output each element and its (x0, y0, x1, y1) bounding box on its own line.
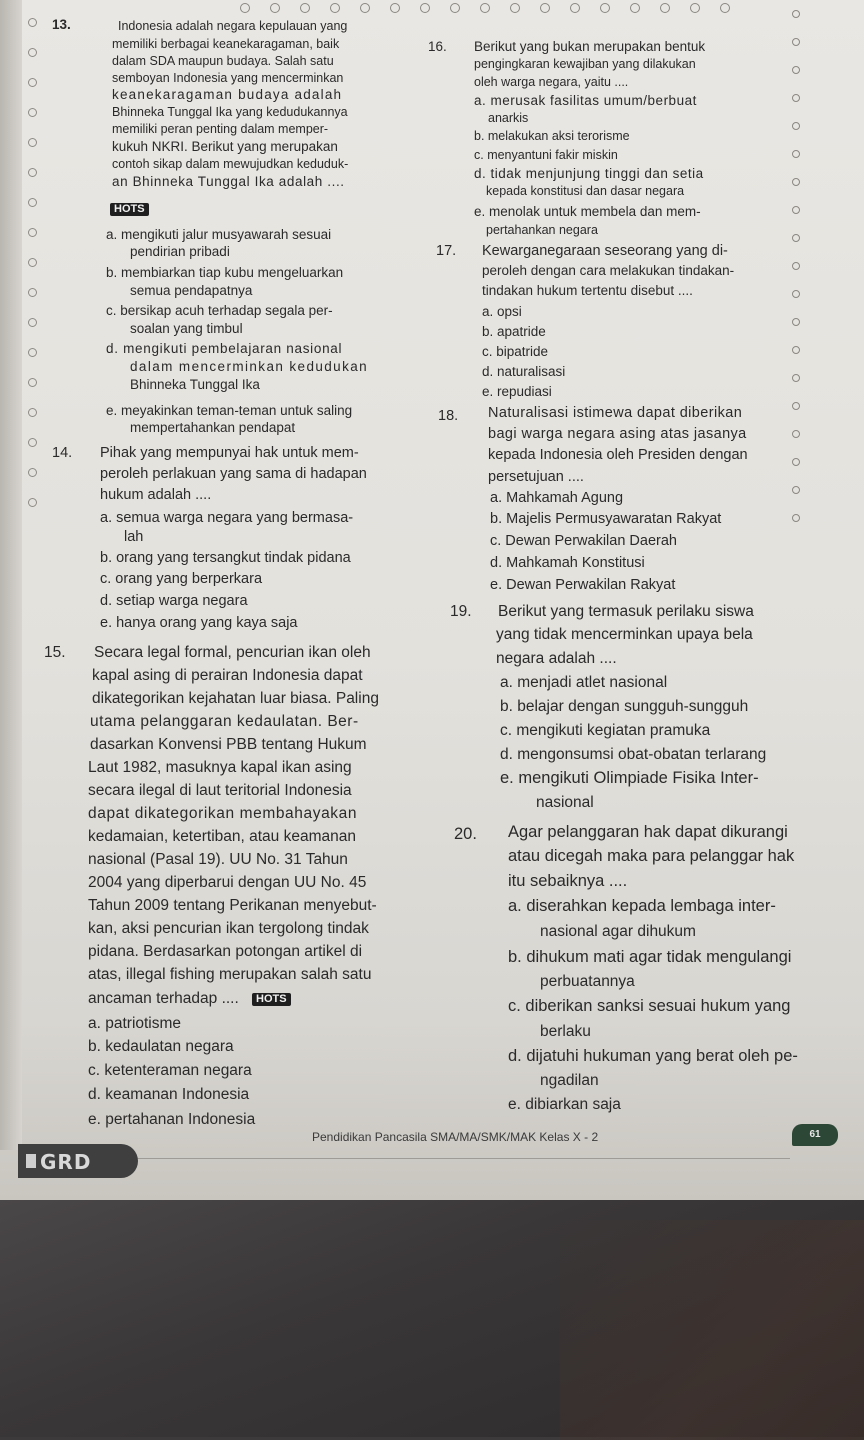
q18-line: persetujuan .... (488, 469, 584, 485)
q17-option-c: c. bipatride (482, 344, 549, 359)
q16-option-a: a. merusak fasilitas umum/berbuat (474, 93, 697, 108)
background-shadow (560, 1220, 864, 1440)
q16-option-d: d. tidak menjunjung tinggi dan setia (474, 166, 704, 181)
q20-option-d: ngadilan (540, 1072, 599, 1089)
q13-line: keanekaragaman budaya adalah (112, 87, 343, 102)
q15-line: 2004 yang diperbarui dengan UU No. 45 (88, 874, 367, 891)
q15-line: kapal asing di perairan Indonesia dapat (92, 667, 363, 684)
page-number: 61 (792, 1124, 838, 1146)
q20-number: 20. (454, 825, 477, 843)
q20-line: atau dicegah maka para pelanggar hak (508, 847, 795, 865)
q13-number: 13. (52, 17, 71, 32)
q13-option-d: d. mengikuti pembelajaran nasional (106, 341, 343, 356)
q20-option-c: berlaku (540, 1023, 591, 1040)
q16-line: Berikut yang bukan merupakan bentuk (474, 39, 706, 54)
q14-option-a: a. semua warga negara yang bermasa- (100, 510, 354, 526)
q13-option-a: a. mengikuti jalur musyawarah sesuai (106, 227, 332, 242)
q20-option-e: e. dibiarkan saja (508, 1096, 621, 1113)
q20-option-b: b. dihukum mati agar tidak mengulangi (508, 948, 792, 966)
footer-text: Pendidikan Pancasila SMA/MA/SMK/MAK Kelas X - 2 (312, 1130, 599, 1144)
q15-line: Tahun 2009 tentang Perikanan menyebut- (88, 897, 377, 914)
q19-option-b: b. belajar dengan sungguh-sungguh (500, 698, 749, 715)
q13-option-d: dalam mencerminkan kedudukan (130, 359, 369, 374)
q17-line: peroleh dengan cara melakukan tindakan- (482, 263, 735, 278)
q16-number: 16. (428, 39, 447, 54)
q17-line: tindakan hukum tertentu disebut .... (482, 283, 693, 298)
q17-line: Kewarganegaraan seseorang yang di- (482, 243, 728, 259)
q13-line: semboyan Indonesia yang mencerminkan (112, 71, 344, 85)
q13-option-c: c. bersikap acuh terhadap segala per- (106, 303, 333, 318)
q18-option-e: e. Dewan Perwakilan Rakyat (490, 577, 676, 593)
q16-line: pengingkaran kewajiban yang dilakukan (474, 57, 696, 71)
q17-option-d: d. naturalisasi (482, 364, 566, 379)
q18-option-b: b. Majelis Permusyawaratan Rakyat (490, 511, 722, 527)
q16-option-c: c. menyantuni fakir miskin (474, 148, 618, 162)
q14-option-e: e. hanya orang yang kaya saja (100, 615, 298, 631)
q17-option-a: a. opsi (482, 304, 522, 319)
q13-line: kukuh NKRI. Berikut yang merupakan (112, 139, 338, 154)
hots-badge: HOTS (110, 200, 149, 216)
q18-line: Naturalisasi istimewa dapat diberikan (488, 405, 743, 421)
q19-option-e: nasional (536, 794, 594, 811)
q15-line: dasarkan Konvensi PBB tentang Hukum (90, 736, 367, 753)
q19-option-a: a. menjadi atlet nasional (500, 674, 668, 691)
q15-option-a: a. patriotisme (88, 1015, 182, 1032)
q13-option-b: b. membiarkan tiap kubu mengeluarkan (106, 265, 344, 280)
q15-line: kan, aksi pencurian ikan tergolong tindak (88, 920, 369, 937)
q18-line: kepada Indonesia oleh Presiden dengan (488, 447, 748, 463)
q15-line: secara ilegal di laut teritorial Indonesia (88, 782, 352, 799)
q20-option-a: nasional agar dihukum (540, 923, 696, 940)
q13-line: memiliki peran penting dalam memper- (112, 122, 329, 136)
q13-option-d: Bhinneka Tunggal Ika (130, 377, 260, 392)
spiral-binding (0, 0, 22, 1150)
q18-option-a: a. Mahkamah Agung (490, 490, 624, 506)
logo-text: GRD (40, 1150, 92, 1174)
q15-line: kedamaian, ketertiban, atau keamanan (88, 828, 356, 845)
q16-option-e: e. menolak untuk membela dan mem- (474, 204, 701, 219)
q19-line: negara adalah .... (496, 650, 617, 667)
q14-option-c: c. orang yang berperkara (100, 571, 263, 587)
q19-line: Berikut yang termasuk perilaku siswa (498, 603, 754, 620)
q15-line: ancaman terhadap .... (88, 990, 239, 1007)
q13-line: contoh sikap dalam mewujudkan keduduk- (112, 157, 349, 171)
q14-number: 14. (52, 445, 73, 461)
q14-line: peroleh perlakuan yang sama di hadapan (100, 466, 367, 482)
q16-option-d: kepada konstitusi dan dasar negara (486, 184, 685, 198)
right-binding (792, 10, 812, 570)
q18-option-d: d. Mahkamah Konstitusi (490, 555, 645, 571)
q19-number: 19. (450, 603, 472, 620)
q15-line: atas, illegal fishing merupakan salah satu (88, 966, 372, 983)
q14-line: Pihak yang mempunyai hak untuk mem- (100, 445, 359, 461)
q15-line: dikategorikan kejahatan luar biasa. Paling (92, 690, 379, 707)
q16-option-e: pertahankan negara (486, 223, 598, 237)
q15-line: Secara legal formal, pencurian ikan oleh (94, 644, 371, 661)
q14-line: hukum adalah .... (100, 487, 212, 503)
logo-mark-icon (26, 1154, 36, 1168)
q17-option-b: b. apatride (482, 324, 546, 339)
q20-option-d: d. dijatuhi hukuman yang berat oleh pe- (508, 1047, 798, 1065)
q15-line: nasional (Pasal 19). UU No. 31 Tahun (88, 851, 348, 868)
publisher-logo (18, 1144, 138, 1178)
q13-option-a: pendirian pribadi (130, 244, 230, 259)
q13-option-e: e. meyakinkan teman-teman untuk saling (106, 403, 353, 418)
q20-line: Agar pelanggaran hak dapat dikurangi (508, 823, 788, 841)
q15-number: 15. (44, 644, 66, 661)
q15-option-b: b. kedaulatan negara (88, 1038, 234, 1055)
q15-line: dapat dikategorikan membahayakan (88, 805, 358, 822)
q16-option-b: b. melakukan aksi terorisme (474, 129, 630, 143)
q17-number: 17. (436, 243, 457, 259)
q14-option-d: d. setiap warga negara (100, 593, 248, 609)
q15-option-e: e. pertahanan Indonesia (88, 1111, 256, 1128)
top-binding (240, 3, 740, 15)
q19-option-d: d. mengonsumsi obat-obatan terlarang (500, 746, 767, 763)
q14-option-b: b. orang yang tersangkut tindak pidana (100, 550, 351, 566)
q13-line: an Bhinneka Tunggal Ika adalah .... (112, 174, 345, 189)
q13-line: memiliki berbagai keanekaragaman, baik (112, 37, 340, 51)
q20-option-c: c. diberikan sanksi sesuai hukum yang (508, 997, 791, 1015)
q18-number: 18. (438, 408, 459, 424)
q14-option-a: lah (124, 529, 144, 545)
q20-line: itu sebaiknya .... (508, 872, 628, 890)
q17-option-e: e. repudiasi (482, 384, 552, 399)
q19-option-e: e. mengikuti Olimpiade Fisika Inter- (500, 769, 759, 787)
footer-divider (110, 1158, 790, 1159)
q15-option-d: d. keamanan Indonesia (88, 1086, 250, 1103)
q19-line: yang tidak mencerminkan upaya bela (496, 626, 753, 643)
q20-option-a: a. diserahkan kepada lembaga inter- (508, 897, 776, 915)
q18-line: bagi warga negara asing atas jasanya (488, 426, 747, 442)
q16-option-a: anarkis (488, 111, 529, 125)
q15-option-c: c. ketenteraman negara (88, 1062, 252, 1079)
q18-option-c: c. Dewan Perwakilan Daerah (490, 533, 677, 549)
q13-option-c: soalan yang timbul (130, 321, 243, 336)
hots-badge: HOTS (252, 990, 291, 1006)
q13-line: Indonesia adalah negara kepulauan yang (118, 19, 348, 33)
q13-line: Bhinneka Tunggal Ika yang kedudukannya (112, 105, 348, 119)
q15-line: Laut 1982, masuknya kapal ikan asing (88, 759, 352, 776)
q13-line: dalam SDA maupun budaya. Salah satu (112, 54, 334, 68)
q20-option-b: perbuatannya (540, 973, 635, 990)
q15-line: utama pelanggaran kedaulatan. Ber- (90, 713, 359, 730)
q13-option-e: mempertahankan pendapat (130, 420, 296, 435)
q15-line: pidana. Berdasarkan potongan artikel di (88, 943, 363, 960)
q13-option-b: semua pendapatnya (130, 283, 253, 298)
q16-line: oleh warga negara, yaitu .... (474, 75, 629, 89)
q19-option-c: c. mengikuti kegiatan pramuka (500, 722, 711, 739)
